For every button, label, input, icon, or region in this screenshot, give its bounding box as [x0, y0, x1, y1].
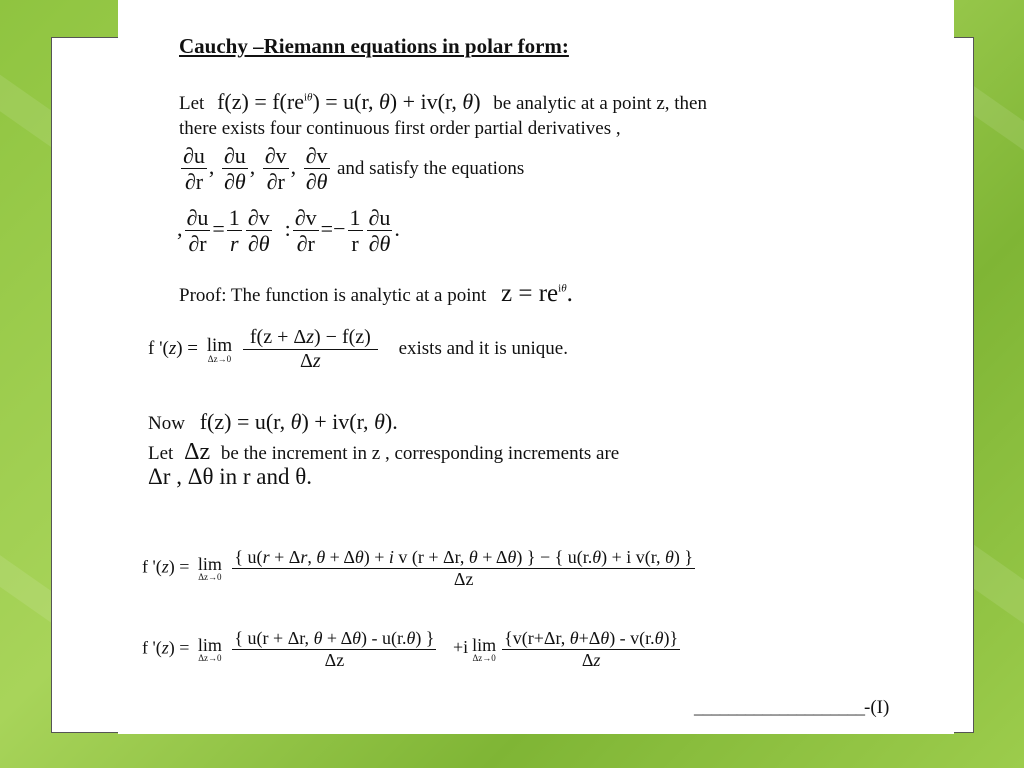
dv-dr-fraction: $\frac{\partial v}{\partial r}$	[264, 143, 287, 195]
derivative-definition: f '(z) = lim Δz→0 $\frac{f(z + \Delta z) - f(z)}{\Delta z}$ exists and it is unique.	[148, 326, 568, 372]
proof-line	[179, 280, 573, 308]
now-word: Now	[148, 413, 185, 434]
partial-derivatives-list: $\frac{\partial u}{\partial r}$ , $\frac{\partial u}{\partial\theta}$ , $\frac{\partial v}{\partial r}$ , $\frac{\partial v}{\partial\theta}$ and satisfy the equations	[183, 143, 525, 195]
proof-text: Proof: The function is analytic at a point	[179, 285, 487, 306]
increments-line: Δr , Δθ in r and θ.	[148, 464, 313, 489]
expanded-derivative: f '(z) = lim Δz→0 { u(r + Δr, θ + Δθ) + i v (r + Δr, θ + Δθ) } − { u(r.θ) + i v(r, θ) } Δz	[142, 547, 694, 589]
equation-label	[694, 697, 889, 719]
derivative-tail: exists and it is unique.	[398, 337, 568, 359]
du-dtheta-fraction: $\frac{\partial u}{\partial\theta}$	[223, 143, 246, 195]
intro-let: Let	[179, 93, 205, 114]
leader-line: ____________________	[694, 697, 864, 718]
equation-number: -(I)	[864, 697, 890, 718]
analytic-function-formula: $f(z) = f(re^{i\theta}) = u(r$, θ) + iv(r, θ)	[217, 89, 481, 114]
intro-tail: be analytic at a point z, then	[493, 93, 707, 114]
now-formula: f(z) = u(r, θ) + iv(r, θ).	[199, 409, 398, 434]
cauchy-riemann-polar-equations: , $\frac{\partial u}{\partial r}$ = $\frac{1}{r}$ $\frac{\partial v}{\partial\theta}$ : $\frac{\partial v}{\partial r}$ =− $\frac{1}{r}$ $\frac{\partial u}{\partial\theta}$ .	[177, 205, 400, 257]
now-line	[148, 409, 398, 435]
proof-point-formula: $z = re^{i\theta}$.	[501, 280, 573, 307]
intro-line-2: there exists four continuous first order partial derivatives ,	[179, 118, 621, 139]
increment-let: Let	[148, 443, 174, 464]
increment-text: be the increment in z , corresponding increments are	[220, 443, 620, 464]
split-derivative: f '(z) = lim Δz→0 $\frac{\{ u(r + \Delta r, \theta + \Delta\theta) - u(r.\theta) \}}{\Delta z}$ +i lim Δz→0 $\frac{\{v(r+\Delta r, \theta+\Delta\theta) - v(r.\theta)\}}{\Delta z}$	[142, 628, 679, 670]
increment-line	[148, 439, 619, 466]
intro-line-1	[179, 89, 707, 115]
increment-dz: Δz	[184, 439, 211, 465]
du-dr-fraction: $\frac{\partial u}{\partial r}$	[183, 143, 205, 195]
partials-tail: and satisfy the equations	[337, 157, 525, 179]
dv-dtheta-fraction: $\frac{\partial v}{\partial\theta}$	[305, 143, 328, 195]
page-title: Cauchy –Riemann equations in polar form:	[179, 34, 569, 58]
